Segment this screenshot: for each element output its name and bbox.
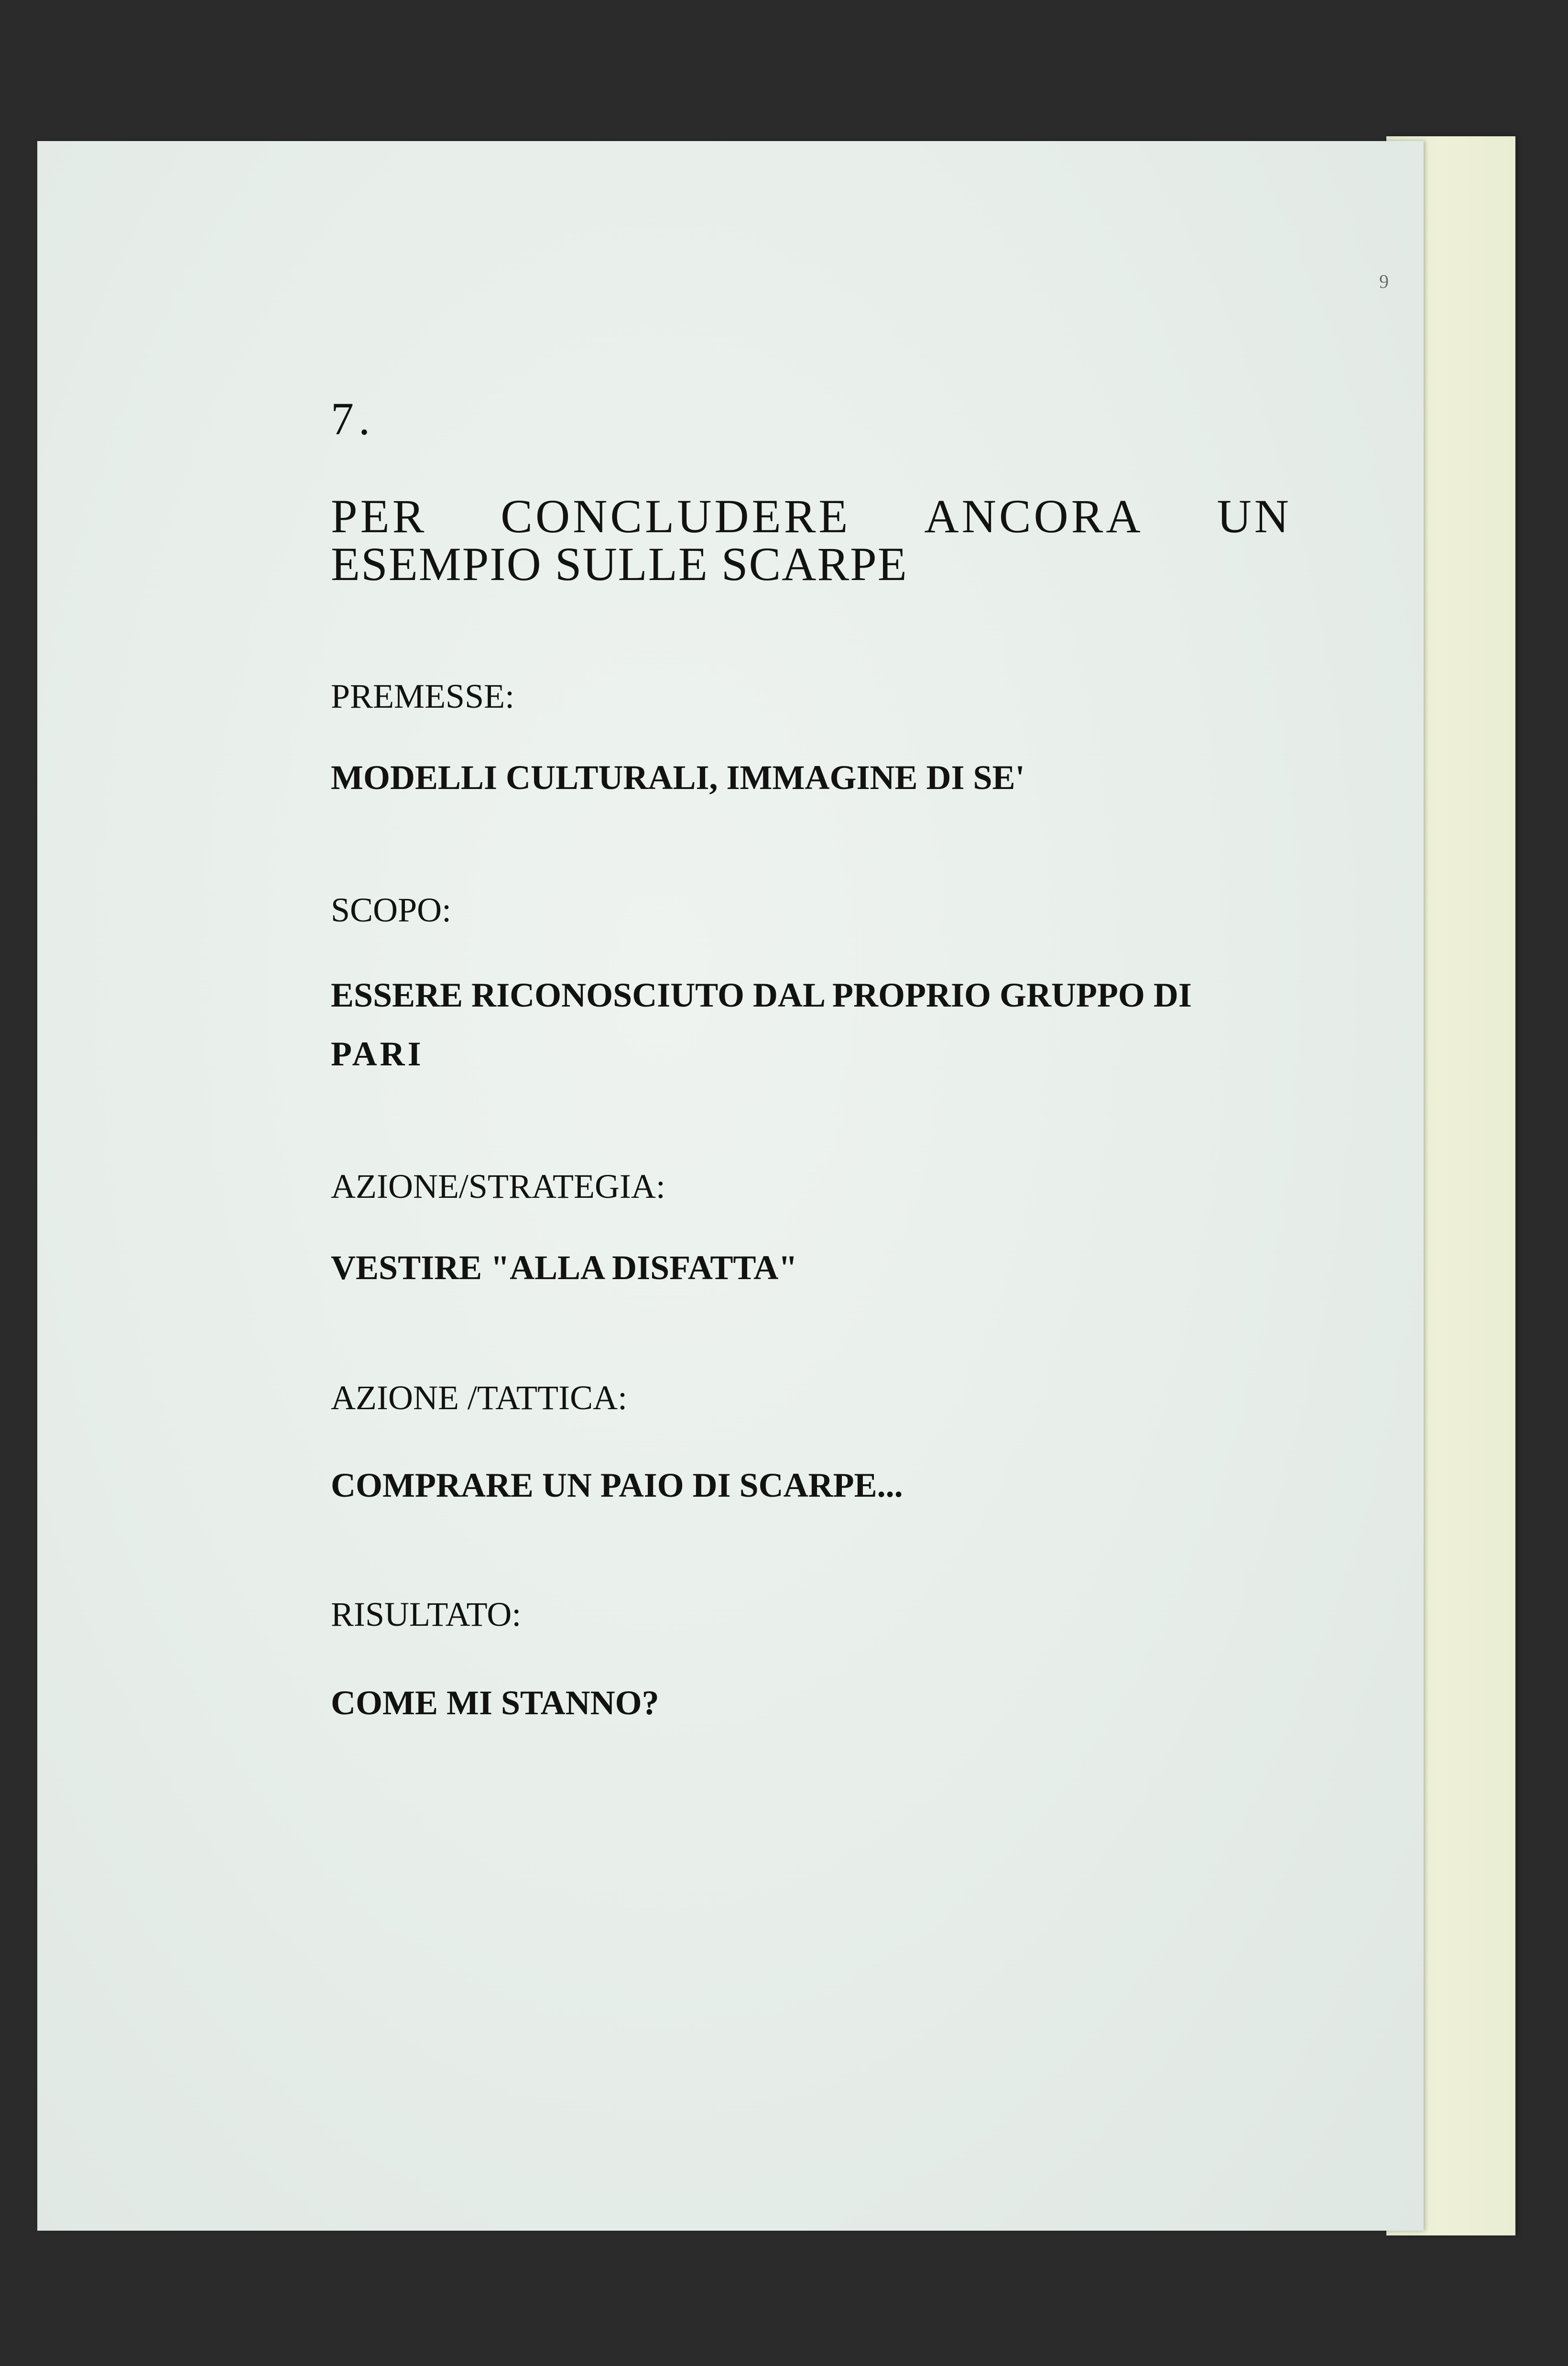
scopo-value-line-2: PARI (331, 1035, 424, 1073)
title-word: ANCORA (924, 490, 1143, 543)
risultato-value: COME MI STANNO? (331, 1684, 659, 1722)
premesse-label: PREMESSE: (331, 677, 515, 715)
title-word: UN (1217, 490, 1292, 543)
tattica-label: AZIONE /TATTICA: (331, 1379, 628, 1417)
premesse-value: MODELLI CULTURALI, IMMAGINE DI SE' (331, 758, 1025, 797)
risultato-label: RISULTATO: (331, 1595, 522, 1633)
page-number: 9 (1379, 271, 1389, 292)
scopo-value-line-1: ESSERE RICONOSCIUTO DAL PROPRIO GRUPPO DI (331, 976, 1192, 1014)
title-line-2: ESEMPIO SULLE SCARPE (331, 537, 908, 591)
strategia-label: AZIONE/STRATEGIA: (331, 1167, 665, 1205)
document-page (37, 141, 1424, 2231)
tattica-value: COMPRARE UN PAIO DI SCARPE... (331, 1466, 903, 1504)
page-title (331, 490, 1292, 591)
title-word: PER (331, 490, 427, 543)
title-word: CONCLUDERE (501, 490, 851, 543)
scopo-label: SCOPO: (331, 891, 452, 929)
section-number: 7. (331, 393, 375, 444)
title-line-1 (331, 490, 1292, 543)
strategia-value: VESTIRE "ALLA DISFATTA" (331, 1249, 798, 1287)
